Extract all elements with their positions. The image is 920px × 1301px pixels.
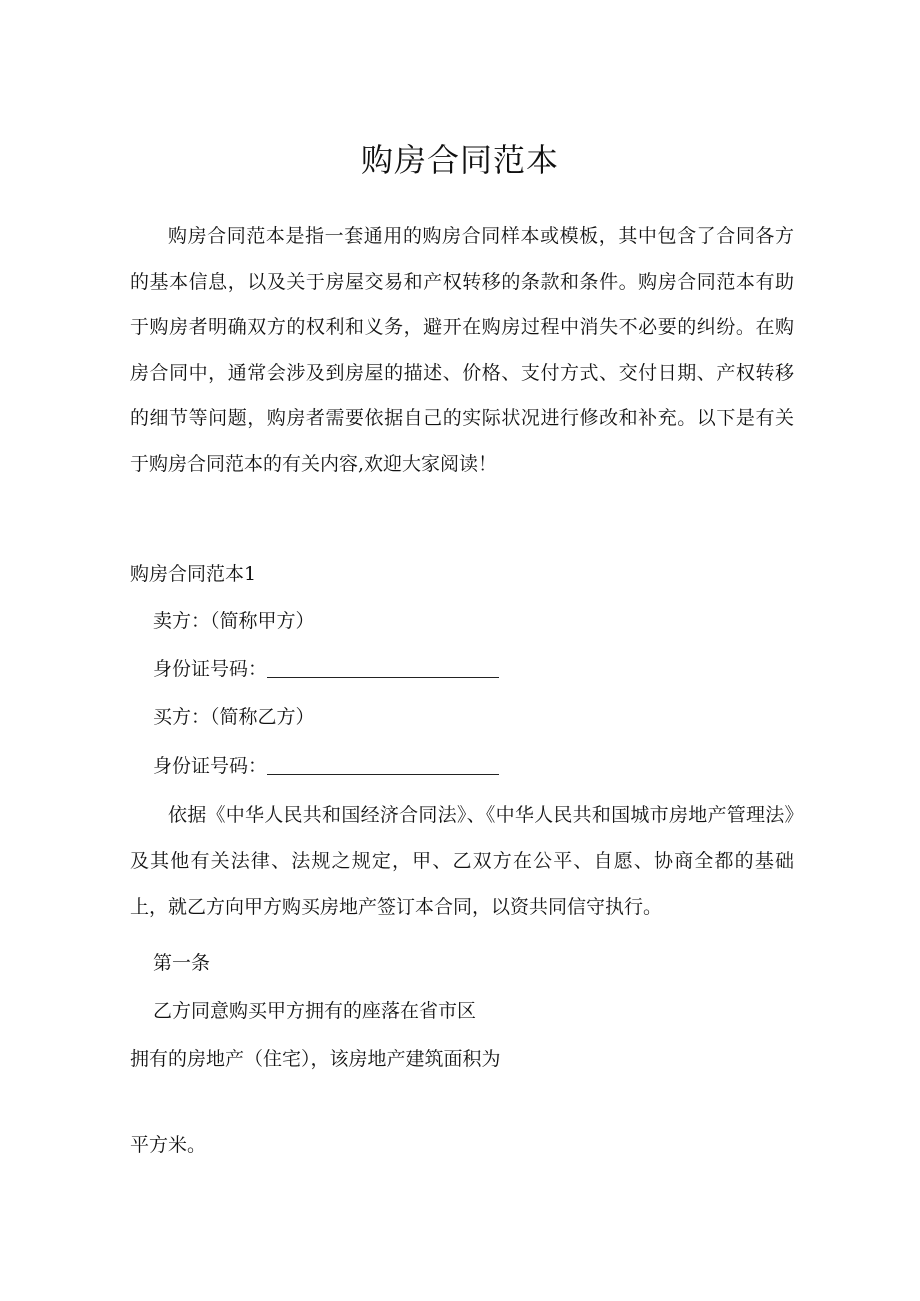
article-one-line-1: 乙方同意购买甲方拥有的座落在省市区 [153,1000,477,1022]
article-one-line-3: 平方米。 [130,1134,207,1156]
buyer-id-blank [267,756,499,775]
basis-paragraph [130,792,794,930]
article-one-line-2: 拥有的房地产（住宅），该房地产建筑面积为 [130,1048,501,1070]
buyer-label: 买方：（简称乙方） [153,706,315,728]
seller-id-row [153,654,499,684]
seller-id-blank [267,659,499,678]
article-one-heading: 第一条 [153,952,211,974]
seller-id-label: 身份证号码： [153,658,268,680]
basis-text: 依据《中华人民共和国经济合同法》、《中华人民共和国城市房地产管理法》及其他有关法律、法规之规定，甲、乙双方在公平、自愿、协商全都的基础上，就乙方向甲方购买房地产签订本合同，以资共同信守执行。 [130,804,794,918]
section-heading: 购房合同范本1 [130,563,257,585]
buyer-id-row [153,751,499,781]
document-title: 购房合同范本 [360,141,559,179]
intro-paragraph [130,214,794,487]
buyer-id-label: 身份证号码： [153,755,268,777]
intro-text: 购房合同范本是指一套通用的购房合同样本或模板，其中包含了合同各方的基本信息，以及关于房屋交易和产权转移的条款和条件。购房合同范本有助于购房者明确双方的权利和义务，避开在购房过程中消失不必要的纠纷。在购房合同中，通常会涉及到房屋的描述、价格、支付方式、交付日期、产权转移的细节等问题，购房者需要依据自己的实际状况进行修改和补充。以下是有关于购房合同范本的有关内容,欢迎大家阅读！ [130,225,794,475]
seller-label: 卖方：（简称甲方） [153,610,315,632]
